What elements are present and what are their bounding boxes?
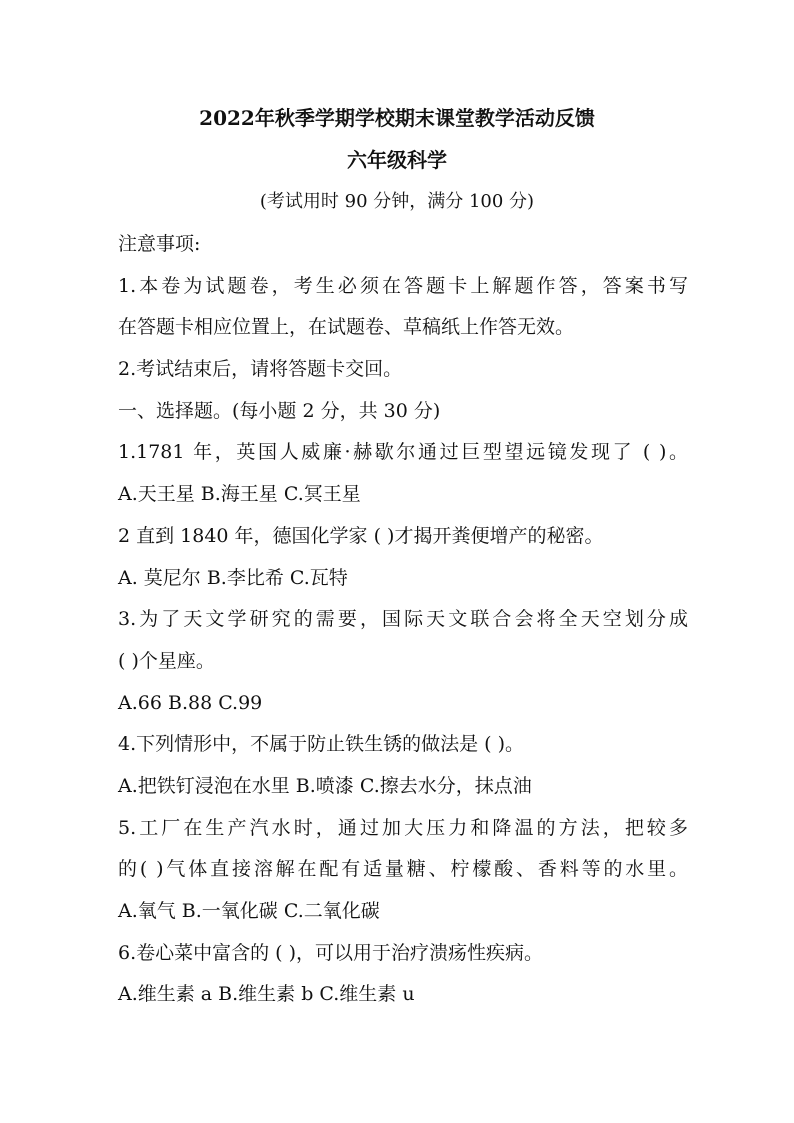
question-1-options: A.天王星 B.海王星 C.冥王星	[118, 483, 361, 506]
question-5-line-1: 5.工厂在生产汽水时，通过加大压力和降温的方法，把较多	[118, 816, 688, 839]
question-1: 1.1781 年，英国人威廉·赫歇尔通过巨型望远镜发现了 ( )。	[118, 441, 688, 464]
exam-title: 2022年秋季学期学校期末课堂教学活动反馈	[199, 106, 595, 130]
exam-body	[118, 229, 688, 1021]
question-6: 6.卷心菜中富含的 ( )，可以用于治疗溃疡性疾病。	[118, 941, 544, 964]
question-5-line-2: 的( )气体直接溶解在配有适量糖、柠檬酸、香料等的水里。	[118, 858, 688, 881]
note-item-2: 2.考试结束后，请将答题卡交回。	[118, 358, 403, 381]
note-item-1-line-2: 在答题卡相应位置上，在试题卷、草稿纸上作答无效。	[118, 316, 575, 339]
question-6-options: A.维生素 a B.维生素 b C.维生素 u	[118, 983, 415, 1006]
notes-heading: 注意事项:	[118, 233, 201, 255]
question-5-options: A.氧气 B.一氧化碳 C.二氧化碳	[118, 900, 380, 922]
question-4-options: A.把铁钉浸泡在水里 B.喷漆 C.擦去水分，抹点油	[118, 774, 532, 797]
note-item-1-line-1: 1.本卷为试题卷，考生必须在答题卡上解题作答，答案书写	[118, 274, 688, 297]
question-3-line-1: 3.为了天文学研究的需要，国际天文联合会将全天空划分成	[118, 608, 688, 631]
question-3-line-2: ( )个星座。	[118, 649, 215, 672]
section-1-heading: 一、选择题。(每小题 2 分，共 30 分)	[118, 399, 441, 422]
question-4: 4.下列情形中，不属于防止铁生锈的做法是 ( )。	[118, 733, 525, 756]
exam-info: (考试用时 90 分钟，满分 100 分)	[259, 191, 535, 212]
question-2-options: A. 莫尼尔 B.李比希 C.瓦特	[118, 566, 348, 589]
exam-subtitle: 六年级科学	[347, 148, 447, 172]
question-3-options: A.66 B.88 C.99	[118, 691, 263, 714]
question-2: 2 直到 1840 年，德国化学家 ( )才揭开粪便增产的秘密。	[118, 524, 604, 547]
